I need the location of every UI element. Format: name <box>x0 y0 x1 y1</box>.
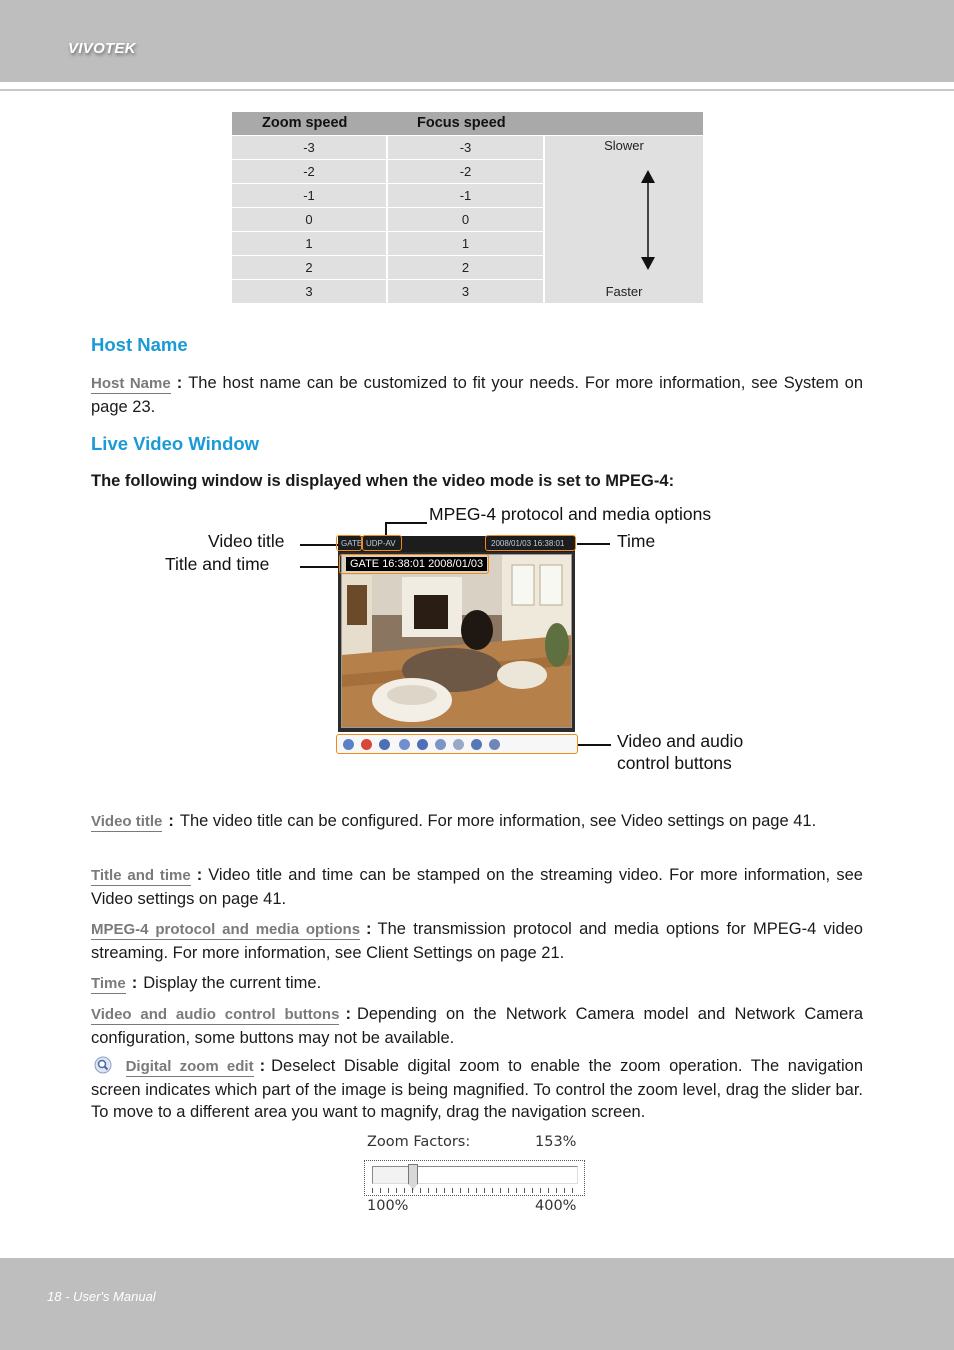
speed-table <box>232 112 703 303</box>
zoom-cell: 0 <box>232 207 387 231</box>
host-name-text: The host name can be customized to fit your needs. For more information, see System on page 23. <box>91 374 863 416</box>
table-header-focus: Focus speed <box>387 112 703 135</box>
focus-cell: -2 <box>387 159 544 183</box>
record-icon[interactable] <box>379 739 390 750</box>
colon: : <box>131 974 138 992</box>
mpeg-options-highlight <box>362 535 402 551</box>
connector-line <box>300 544 338 546</box>
zoom-slider-thumb[interactable] <box>408 1164 418 1190</box>
up-down-arrow-icon <box>641 170 655 270</box>
time-label: Time <box>617 531 656 551</box>
zoom-cell: -1 <box>232 183 387 207</box>
connector-line <box>385 522 427 524</box>
digital-zoom-icon[interactable] <box>343 739 354 750</box>
desc-controls <box>91 1003 863 1049</box>
desc-term: Title and time <box>91 867 191 884</box>
zoom-slider-ticks <box>372 1188 578 1193</box>
live-video-heading: Live Video Window <box>91 433 260 454</box>
colon: : <box>259 1057 266 1075</box>
desc-text: The transmission protocol and media options for MPEG-4 video streaming. For more information, see Client Settings on page 21. <box>91 920 863 962</box>
zoom-factors-widget <box>362 1134 588 1220</box>
connector-line <box>300 566 340 568</box>
zoom-cell: 3 <box>232 279 387 303</box>
desc-term: MPEG-4 protocol and media options <box>91 921 361 938</box>
zoom-cell: -2 <box>232 159 387 183</box>
mic-icon[interactable] <box>489 739 500 750</box>
desc-text: The video title can be configured. For more information, see Video settings on page 41. <box>179 812 817 830</box>
connector-line <box>578 744 611 746</box>
desc-text: Deselect Disable digital zoom to enable the zoom operation. The navigation screen indicates which part of the image is being magnified. To control the zoom level, drag the slider bar. To move to a different area you want to magnify, drag the navigation screen. <box>91 1057 863 1121</box>
colon: : <box>366 920 372 938</box>
desc-term: Time <box>91 975 126 992</box>
mpeg-options-label: MPEG-4 protocol and media options <box>429 504 712 524</box>
focus-cell: 0 <box>387 207 544 231</box>
viewer-time: 2008/01/03 16:38:01 <box>491 539 565 548</box>
desc-term: Digital zoom edit <box>125 1058 254 1075</box>
colon: : <box>345 1005 351 1023</box>
zoom-current-value: 153% <box>535 1134 577 1150</box>
desc-term: Video and audio control buttons <box>91 1006 340 1023</box>
volume-icon[interactable] <box>435 739 446 750</box>
controls-label-line1: Video and audio <box>617 731 744 751</box>
zoom-max-label: 400% <box>535 1198 577 1214</box>
header-band <box>0 0 954 82</box>
table-header-zoom: Zoom speed <box>232 112 387 135</box>
footer-band <box>0 1258 954 1350</box>
video-frame <box>341 554 572 728</box>
controls-label-line2: control buttons <box>617 753 732 773</box>
desc-mpeg <box>91 918 863 964</box>
time-highlight <box>485 535 576 551</box>
snapshot-icon[interactable] <box>361 739 372 750</box>
zoom-cell: 2 <box>232 255 387 279</box>
table-row <box>232 135 703 159</box>
slower-label: Slower <box>604 137 644 153</box>
focus-cell: -3 <box>387 135 544 159</box>
desc-title-time <box>91 864 863 910</box>
zoom-slider-rail[interactable] <box>372 1166 578 1184</box>
faster-label: Faster <box>605 284 643 299</box>
colon: : <box>176 374 183 392</box>
stop-icon[interactable] <box>417 739 428 750</box>
desc-text: Display the current time. <box>143 974 322 992</box>
title-time-stamp: GATE 16:38:01 2008/01/03 <box>346 557 487 571</box>
talk-icon[interactable] <box>471 739 482 750</box>
host-name-paragraph <box>91 372 863 418</box>
colon: : <box>196 866 203 884</box>
live-video-intro: The following window is displayed when the video mode is set to MPEG-4: <box>91 472 675 490</box>
brand-logo: VIVOTEK <box>68 40 136 57</box>
desc-term: Video title <box>91 813 163 830</box>
magnifier-icon <box>93 1056 113 1074</box>
video-title-highlight <box>336 535 362 551</box>
zoom-cell: 1 <box>232 231 387 255</box>
desc-text: Video title and time can be stamped on the streaming video. For more information, see Video settings on page 41. <box>91 866 863 908</box>
zoom-slider-fill <box>373 1167 408 1183</box>
host-name-heading: Host Name <box>91 334 188 355</box>
desc-video-title <box>91 810 863 834</box>
zoom-min-label: 100% <box>367 1198 409 1214</box>
mute-icon[interactable] <box>453 739 464 750</box>
title-time-label: Title and time <box>165 554 270 574</box>
focus-cell: 3 <box>387 279 544 303</box>
zoom-slider-frame <box>364 1160 585 1196</box>
video-control-bar <box>336 734 578 754</box>
pause-icon[interactable] <box>399 739 410 750</box>
viewer-title: GATE <box>341 539 363 548</box>
zoom-factors-title: Zoom Factors: <box>367 1134 471 1150</box>
header-divider <box>0 89 954 91</box>
desc-digital-zoom <box>91 1055 863 1124</box>
footer-page-label: 18 - User's Manual <box>47 1289 156 1304</box>
speed-direction-cell <box>544 135 703 303</box>
desc-text: Depending on the Network Camera model and Network Camera configuration, some buttons may not be available. <box>91 1005 864 1047</box>
focus-cell: 2 <box>387 255 544 279</box>
host-name-term: Host Name <box>91 375 171 392</box>
zoom-cell: -3 <box>232 135 387 159</box>
video-title-label: Video title <box>208 531 285 551</box>
connector-line <box>577 543 610 545</box>
focus-cell: 1 <box>387 231 544 255</box>
colon: : <box>168 812 174 830</box>
desc-time <box>91 972 863 996</box>
living-room-image <box>342 555 572 728</box>
title-time-highlight <box>339 554 489 574</box>
viewer-protocol[interactable]: UDP-AV <box>366 539 396 548</box>
focus-cell: -1 <box>387 183 544 207</box>
